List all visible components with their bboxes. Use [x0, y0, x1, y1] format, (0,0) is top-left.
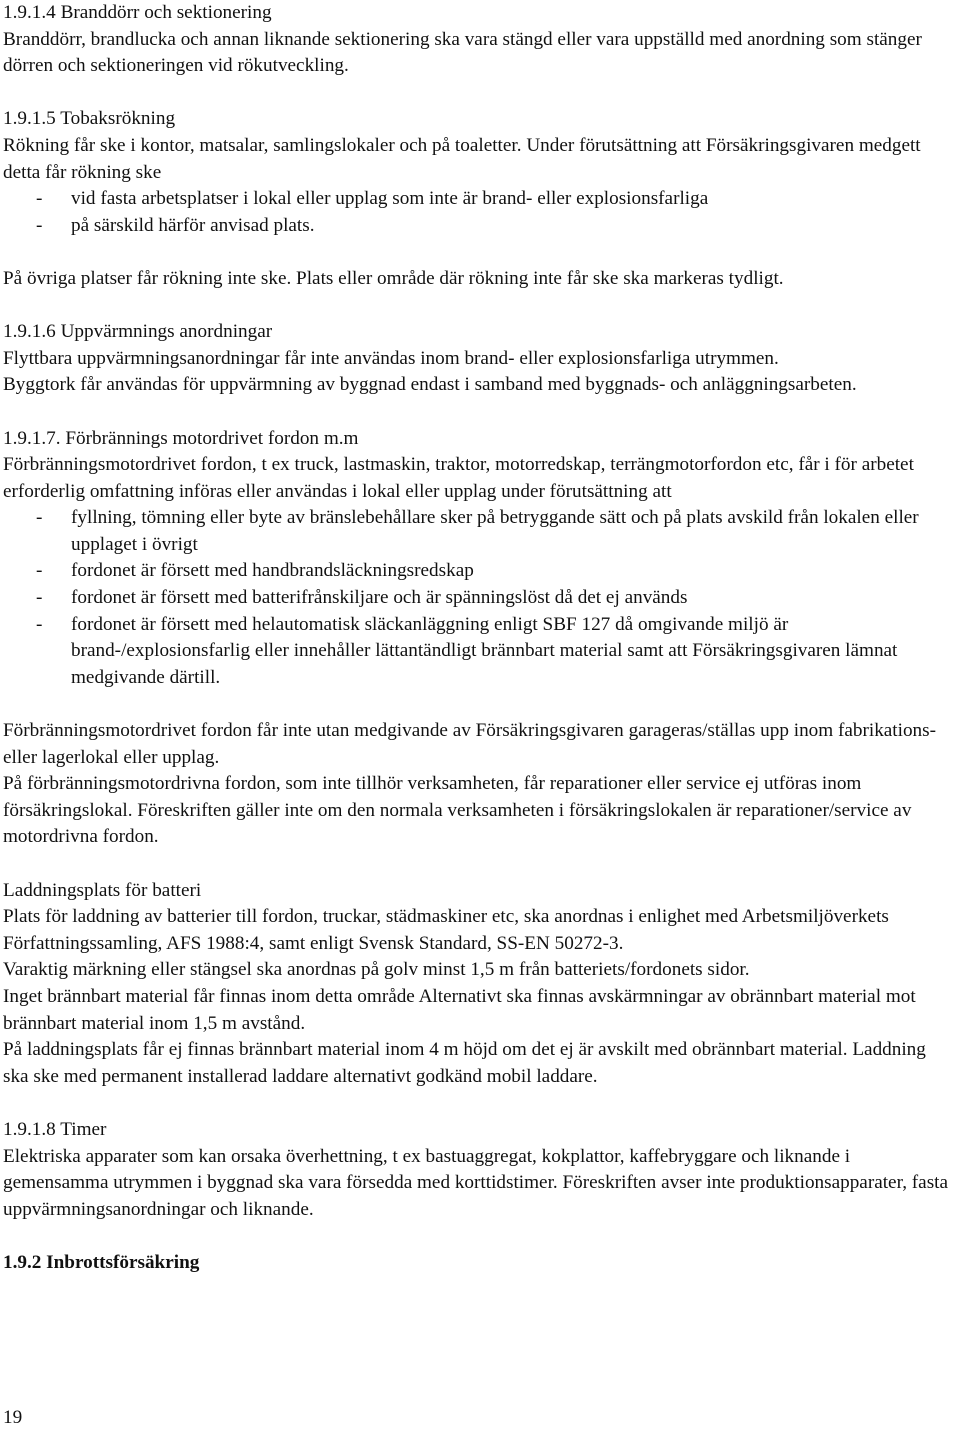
- page-number: 19: [3, 1407, 23, 1428]
- list-item-text: fordonet är försett med batterifrånskiljare och är spänningslöst då det ej används: [71, 587, 688, 609]
- list-dash: -: [36, 188, 43, 210]
- paragraph: Rökning får ske i kontor, matsalar, samlingslokaler och på toaletter. Under förutsättning att Försäkringsgivaren medgett detta får rökning ske: [3, 134, 921, 183]
- paragraph: Förbränningsmotordrivet fordon, t ex truck, lastmaskin, traktor, motorredskap, terrängmotorfordon etc, får i för arbetet erforderlig omfattning införas eller användas i lokal eller upplag under förutsättning att: [3, 454, 914, 502]
- paragraph: På laddningsplats får ej finnas brännbart material inom 4 m höjd om det ej är avskilt med obrännbart material. Laddning ska ske med permanent installerad laddare alternativt godkänd mobil laddare.: [3, 1039, 926, 1087]
- list-dash: -: [36, 587, 43, 609]
- section-uppvarmning: [3, 319, 955, 399]
- section-heading-inbrott: 1.9.2 Inbrottsförsäkring: [3, 1251, 200, 1273]
- list-item: [3, 585, 955, 612]
- paragraph: Inget brännbart material får finnas inom detta område Alternativt ska finnas avskärmningar av obrännbart material mot brännbart material inom 1,5 m avstånd.: [3, 985, 916, 1034]
- section-timer: [3, 1117, 955, 1223]
- paragraph: Flyttbara uppvärmningsanordningar får inte användas inom brand- eller explosionsfarliga utrymmen.: [3, 347, 779, 369]
- section-forbranningsfordon: [3, 426, 955, 852]
- list-item-text: fordonet är försett med handbrandsläckningsredskap: [71, 560, 474, 582]
- list-item: [3, 612, 955, 692]
- list-item: [3, 213, 955, 240]
- paragraph: Elektriska apparater som kan orsaka överhettning, t ex bastuaggregat, kokplattor, kaffebryggare och liknande i gemensamma utrymmen i byggnad ska vara försedda med korttidstimer. Föreskriften avser inte produktionsapparater, fasta uppvärmningsanordningar och liknande.: [3, 1145, 949, 1220]
- list-dash: -: [36, 507, 43, 529]
- paragraph: Branddörr, brandlucka och annan liknande sektionering ska vara stängd eller vara uppställd med anordning som stänger dörren och sektioneringen vid rökutveckling.: [3, 28, 922, 77]
- paragraph: Byggtork får användas för uppvärmning av byggnad endast i samband med byggnads- och anläggningsarbeten.: [3, 374, 857, 396]
- paragraph: Varaktig märkning eller stängsel ska anordnas på golv minst 1,5 m från batteriets/fordonets sidor.: [3, 959, 750, 981]
- list-item: [3, 186, 955, 213]
- paragraph: Plats för laddning av batterier till fordon, truckar, städmaskiner etc, ska anordnas i enlighet med Arbetsmiljöverkets Författningssamling, AFS 1988:4, samt enligt Svensk Standard, SS-EN 50272-3.: [3, 906, 889, 954]
- list-item-text: fordonet är försett med helautomatisk släckanläggning enligt SBF 127 då omgivande miljö är brand-/explosionsfarlig eller innehåller lättantändligt brännbart material samt att Försäkringsgivaren lämnat medgivande därtill.: [71, 613, 898, 688]
- list-item-text: fyllning, tömning eller byte av bränslebehållare sker på betryggande sätt och på plats avskild från lokalen eller upplaget i övrigt: [71, 507, 919, 555]
- paragraph: Förbränningsmotordrivet fordon får inte utan medgivande av Försäkringsgivaren garageras/ställas upp inom fabrikations- eller lagerlokal eller upplag.: [3, 720, 937, 768]
- paragraph: På övriga platser får rökning inte ske. Plats eller område där rökning inte får ske ska markeras tydligt.: [3, 267, 784, 289]
- list-item: [3, 505, 955, 558]
- section-heading: Laddningsplats för batteri: [3, 879, 202, 901]
- document-page: [3, 0, 955, 1277]
- section-heading: 1.9.1.4 Branddörr och sektionering: [3, 2, 272, 23]
- section-heading: 1.9.1.6 Uppvärmnings anordningar: [3, 321, 273, 343]
- list-dash: -: [36, 214, 43, 236]
- list-dash: -: [36, 560, 43, 582]
- list-item-text: vid fasta arbetsplatser i lokal eller upplag som inte är brand- eller explosionsfarliga: [71, 188, 709, 210]
- section-branddorr: [3, 0, 955, 80]
- list-item: [3, 558, 955, 585]
- section-heading: 1.9.1.5 Tobaksrökning: [3, 108, 176, 130]
- section-heading: 1.9.1.7. Förbrännings motordrivet fordon m.m: [3, 427, 359, 449]
- list-dash: -: [36, 613, 43, 635]
- section-laddningsplats: [3, 878, 955, 1091]
- paragraph: På förbränningsmotordrivna fordon, som inte tillhör verksamheten, får reparationer eller service ej utföras inom försäkringslokal. Föreskriften gäller inte om den normala verksamheten i försäkringslokalen är reparationer/service av motordrivna fordon.: [3, 773, 912, 848]
- list-item-text: på särskild härför anvisad plats.: [71, 214, 315, 236]
- section-heading: 1.9.1.8 Timer: [3, 1118, 107, 1140]
- section-tobaksrokning: [3, 106, 955, 292]
